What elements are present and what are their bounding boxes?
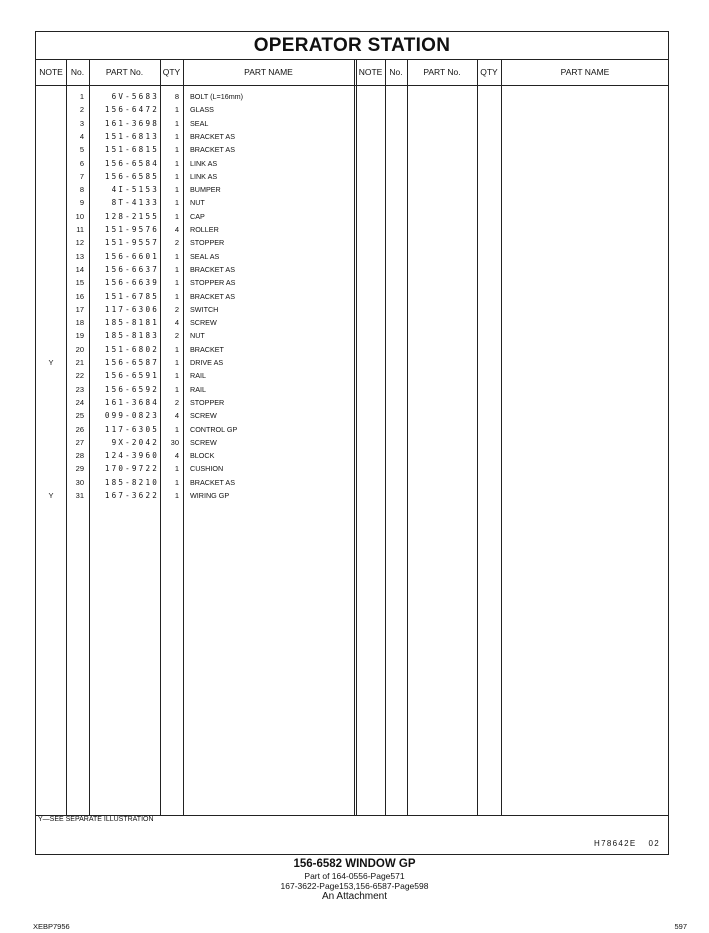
row-number: 22	[75, 371, 84, 381]
table-row	[36, 263, 354, 276]
row-number: 12	[75, 238, 84, 248]
row-part-number: 161-3684	[104, 397, 159, 407]
caption-part-of: Part of 164-0556-Page571	[304, 871, 405, 881]
row-quantity: 8	[174, 92, 179, 101]
row-part-number: 156-6601	[104, 251, 159, 261]
table-row	[36, 130, 354, 143]
table-row	[36, 250, 354, 263]
row-part-number: 161-3698	[104, 118, 159, 128]
row-number: 3	[79, 118, 84, 128]
table-row	[36, 396, 354, 409]
table-row	[36, 329, 354, 342]
row-part-name: ROLLER	[190, 225, 219, 234]
row-quantity: 1	[174, 384, 179, 394]
header-part-no-right: PART No.	[423, 67, 461, 77]
row-number: 27	[75, 437, 84, 447]
table-row	[36, 423, 354, 436]
illustration-code-line	[594, 839, 660, 848]
row-part-name: RAIL	[190, 384, 206, 394]
row-number: 14	[75, 264, 84, 274]
row-part-number: 6V-5683	[111, 92, 159, 101]
row-part-number: 151-6815	[104, 145, 159, 155]
row-part-number: 156-6587	[104, 358, 159, 367]
row-quantity: 1	[174, 371, 179, 381]
row-part-number: 156-6591	[104, 371, 159, 381]
row-number: 7	[79, 171, 84, 181]
parts-table-body	[36, 86, 668, 816]
row-number: 9	[79, 198, 84, 208]
row-number: 25	[75, 411, 84, 421]
row-quantity: 1	[174, 344, 179, 354]
header-note: NOTE	[39, 67, 63, 77]
row-quantity: 1	[174, 185, 179, 195]
row-part-name: BRACKET AS	[190, 264, 236, 274]
row-quantity: 4	[174, 411, 179, 421]
row-part-name: BLOCK	[190, 451, 215, 461]
table-row	[36, 436, 354, 449]
row-quantity: 2	[174, 397, 179, 407]
row-quantity: 2	[174, 304, 179, 314]
row-quantity: 1	[174, 264, 179, 274]
row-part-name: WIRING GP	[190, 491, 230, 500]
row-part-name: LINK AS	[190, 171, 218, 181]
row-part-name: GLASS	[190, 105, 214, 115]
row-part-name: STOPPER	[190, 397, 225, 407]
row-quantity: 1	[174, 278, 179, 288]
row-part-name: BRACKET AS	[190, 477, 236, 487]
row-part-name: BOLT (L=16mm)	[190, 92, 244, 101]
row-number: 4	[79, 131, 84, 141]
row-number: 28	[75, 451, 84, 461]
caption-attachment: An Attachment	[321, 891, 388, 902]
table-row	[36, 236, 354, 249]
row-part-number: 151-6785	[104, 291, 159, 301]
row-part-name: DRIVE AS	[190, 358, 224, 367]
row-number: 17	[75, 304, 84, 314]
row-part-number: 151-6813	[104, 131, 159, 141]
row-part-name: BUMPER	[190, 185, 221, 195]
row-quantity: 4	[174, 318, 179, 328]
page-title: OPERATOR STATION	[36, 32, 668, 60]
header-no-right: No.	[389, 67, 403, 77]
table-row	[36, 303, 354, 316]
row-number: 10	[75, 211, 84, 221]
row-part-name: CONTROL GP	[190, 424, 238, 434]
row-part-name: SWITCH	[190, 304, 219, 314]
table-row	[36, 196, 354, 209]
table-row	[36, 489, 354, 502]
row-number: 26	[75, 424, 84, 434]
row-quantity: 1	[174, 105, 179, 115]
table-row	[36, 90, 354, 103]
row-quantity: 4	[174, 225, 179, 234]
row-quantity: 1	[174, 118, 179, 128]
header-note-right: NOTE	[358, 67, 383, 77]
row-part-number: 156-6639	[104, 278, 159, 288]
row-part-name: SCREW	[190, 318, 217, 328]
row-quantity: 1	[174, 145, 179, 155]
table-row	[36, 183, 354, 196]
table-row	[36, 210, 354, 223]
row-part-name: CAP	[190, 211, 205, 221]
row-number: 30	[75, 477, 84, 487]
row-part-name: BRACKET AS	[190, 131, 236, 141]
row-quantity: 1	[174, 491, 179, 500]
row-part-name: STOPPER AS	[190, 278, 236, 288]
row-part-name: NUT	[190, 198, 205, 208]
table-row	[36, 117, 354, 130]
header-part-no: PART No.	[105, 67, 144, 77]
row-number: 21	[75, 358, 84, 367]
row-number: 23	[75, 384, 84, 394]
row-part-number: 128-2155	[104, 211, 159, 221]
row-number: 8	[79, 185, 84, 195]
row-part-number: 185-8183	[104, 331, 159, 341]
row-quantity: 1	[174, 291, 179, 301]
row-number: 5	[79, 145, 84, 155]
row-number: 15	[75, 278, 84, 288]
table-row	[36, 409, 354, 422]
row-quantity: 30	[170, 437, 179, 447]
table-row	[36, 356, 354, 369]
row-part-number: 117-6305	[104, 424, 159, 434]
table-row	[36, 170, 354, 183]
table-row	[36, 290, 354, 303]
row-number: 24	[75, 397, 84, 407]
row-part-number: 099-0823	[104, 411, 159, 421]
header-part-name-right: PART NAME	[560, 67, 610, 77]
row-quantity: 1	[174, 477, 179, 487]
table-row	[36, 462, 354, 475]
row-quantity: 2	[174, 331, 179, 341]
table-row	[36, 157, 354, 170]
table-row	[36, 476, 354, 489]
row-part-name: LINK AS	[190, 158, 218, 168]
table-row	[36, 316, 354, 329]
row-part-name: SEAL AS	[190, 251, 220, 261]
caption	[0, 858, 709, 902]
header-no: No.	[70, 67, 85, 77]
illustration-revision: 02	[648, 839, 660, 848]
caption-refs: 167-3622-Page153,156-6587-Page598	[280, 881, 429, 891]
row-number: 19	[75, 331, 84, 341]
row-part-name: STOPPER	[190, 238, 225, 248]
parts-table-frame	[35, 31, 669, 855]
table-row	[36, 223, 354, 236]
row-number: 31	[75, 491, 84, 500]
row-number: 18	[75, 318, 84, 328]
row-quantity: 1	[174, 358, 179, 367]
caption-title: 156-6582 WINDOW GP	[293, 858, 416, 870]
row-part-name: SCREW	[190, 411, 217, 421]
row-number: 16	[75, 291, 84, 301]
header-qty: QTY	[162, 67, 181, 77]
row-part-name: CUSHION	[190, 464, 224, 474]
row-part-name: NUT	[190, 331, 205, 341]
row-part-number: 170-9722	[104, 464, 159, 474]
row-quantity: 1	[174, 158, 179, 168]
row-part-name: BRACKET	[190, 344, 224, 354]
row-number: 6	[79, 158, 84, 168]
row-quantity: 2	[174, 238, 179, 248]
footnote: Y—SEE SEPARATE ILLUSTRATION	[38, 816, 154, 823]
row-part-number: 156-6472	[104, 105, 159, 115]
row-number: 2	[79, 105, 84, 115]
row-quantity: 1	[174, 251, 179, 261]
row-part-number: 4I-5153	[111, 185, 159, 195]
row-part-number: 151-9576	[104, 225, 159, 234]
row-part-number: 151-9557	[104, 238, 159, 248]
row-quantity: 1	[174, 464, 179, 474]
row-part-number: 156-6592	[104, 384, 159, 394]
table-row	[36, 103, 354, 116]
row-part-number: 124-3960	[104, 451, 159, 461]
table-row	[36, 276, 354, 289]
row-part-number: 156-6585	[104, 171, 159, 181]
row-part-name: RAIL	[190, 371, 206, 381]
row-part-number: 117-6306	[104, 304, 159, 314]
row-part-number: 185-8210	[104, 477, 159, 487]
table-row	[36, 143, 354, 156]
row-quantity: 4	[174, 451, 179, 461]
header-qty-right: QTY	[480, 67, 498, 77]
row-quantity: 1	[174, 171, 179, 181]
row-number: 29	[75, 464, 84, 474]
row-part-name: BRACKET AS	[190, 145, 236, 155]
table-row	[36, 449, 354, 462]
row-number: 13	[75, 251, 84, 261]
row-note: Y	[48, 358, 54, 367]
row-part-number: 9X-2042	[111, 437, 159, 447]
row-note: Y	[48, 491, 54, 500]
row-number: 20	[75, 344, 84, 354]
page-number: 597	[674, 922, 687, 931]
row-part-name: BRACKET AS	[190, 291, 236, 301]
row-quantity: 1	[174, 131, 179, 141]
table-row	[36, 369, 354, 382]
row-part-name: SCREW	[190, 437, 217, 447]
row-part-number: 156-6584	[104, 158, 159, 168]
table-row	[36, 383, 354, 396]
table-row	[36, 343, 354, 356]
header-part-name: PART NAME	[244, 67, 293, 77]
document-code: XEBP7956	[33, 922, 70, 931]
row-part-number: 167-3622	[104, 491, 159, 500]
row-part-number: 151-6802	[104, 344, 159, 354]
row-quantity: 1	[174, 211, 179, 221]
row-part-name: SEAL	[190, 118, 209, 128]
row-quantity: 1	[174, 424, 179, 434]
row-part-number: 8T-4133	[111, 198, 159, 208]
row-part-number: 156-6637	[104, 264, 159, 274]
row-number: 1	[79, 92, 84, 101]
row-part-number: 185-8181	[104, 318, 159, 328]
row-number: 11	[76, 225, 84, 234]
row-quantity: 1	[174, 198, 179, 208]
illustration-code: H78642E	[594, 839, 637, 848]
